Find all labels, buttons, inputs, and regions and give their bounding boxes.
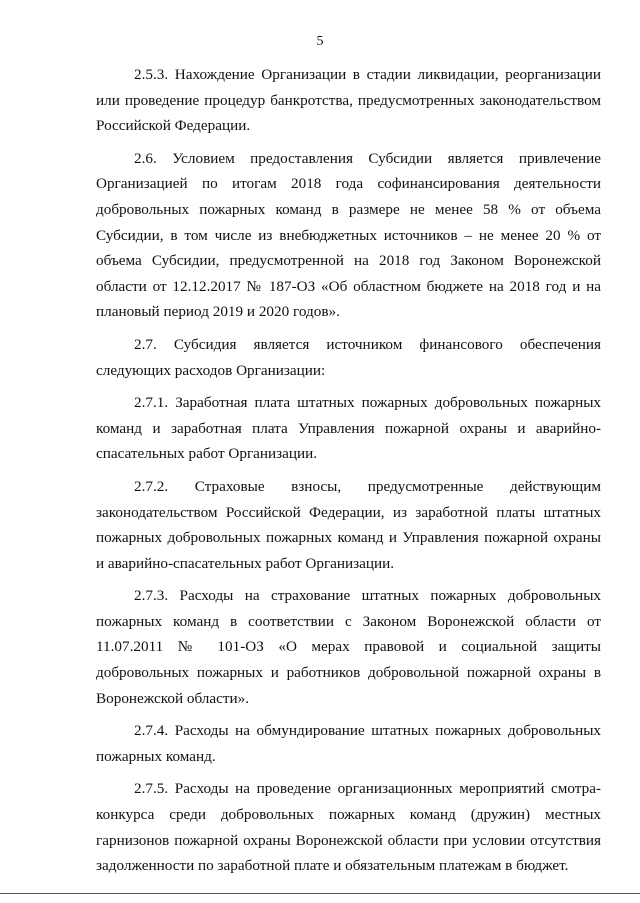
- paragraph-2-7-2: 2.7.2. Страховые взносы, предусмотренные действующим законодательством Российской Федерации, из заработной платы штатных пожарных добровольных пожарных команд и Управления пожарной охраны и аварийно-спасательных работ Организации.: [96, 477, 601, 572]
- paragraph-2-5-3: 2.5.3. Нахождение Организации в стадии ликвидации, реорганизации или проведение процедур банкротства, предусмотренных законодательством Российской Федерации.: [96, 66, 601, 135]
- paragraph-2-7-4: 2.7.4. Расходы на обмундирование штатных пожарных добровольных пожарных команд.: [96, 722, 601, 765]
- document-body: [96, 62, 601, 886]
- paragraph-2-7-3: 2.7.3. Расходы на страхование штатных пожарных добровольных пожарных команд в соответствии с Законом Воронежской области от 11.07.2011 № 101-ОЗ «О мерах правовой и социальной защиты добровольных пожарных и работников добровольной пожарной охраны в Воронежской области».: [96, 587, 601, 707]
- paragraph-2-7: 2.7. Субсидия является источником финансового обеспечения следующих расходов Организации:: [96, 335, 601, 379]
- paragraph-2-7-5: 2.7.5. Расходы на проведение организационных мероприятий смотра-конкурса среди добровольных пожарных команд (дружин) местных гарнизонов пожарной охраны Воронежской области при условии отсутствия задолженности по заработной плате и обязательным платежам в бюджет.: [96, 780, 601, 875]
- paragraph-2-7-1: 2.7.1. Заработная плата штатных пожарных добровольных пожарных команд и заработная плата Управления пожарной охраны и аварийно-спасательных работ Организации.: [96, 394, 601, 463]
- page-number: 5: [316, 34, 324, 49]
- paragraph-2-6: 2.6. Условием предоставления Субсидии является привлечение Организацией по итогам 2018 года софинансирования деятельности добровольных пожарных команд в размере не менее 58 % от объема Субсидии, в том числе из внебюджетных источников – не менее 20 % от объема Субсидии, предусмотренной на 2018 год Законом Воронежской области от 12.12.2017 № 187-ОЗ «Об областном бюджете на 2018 год и на плановый период 2019 и 2020 годов».: [96, 149, 601, 321]
- page-bottom-edge: [0, 893, 640, 894]
